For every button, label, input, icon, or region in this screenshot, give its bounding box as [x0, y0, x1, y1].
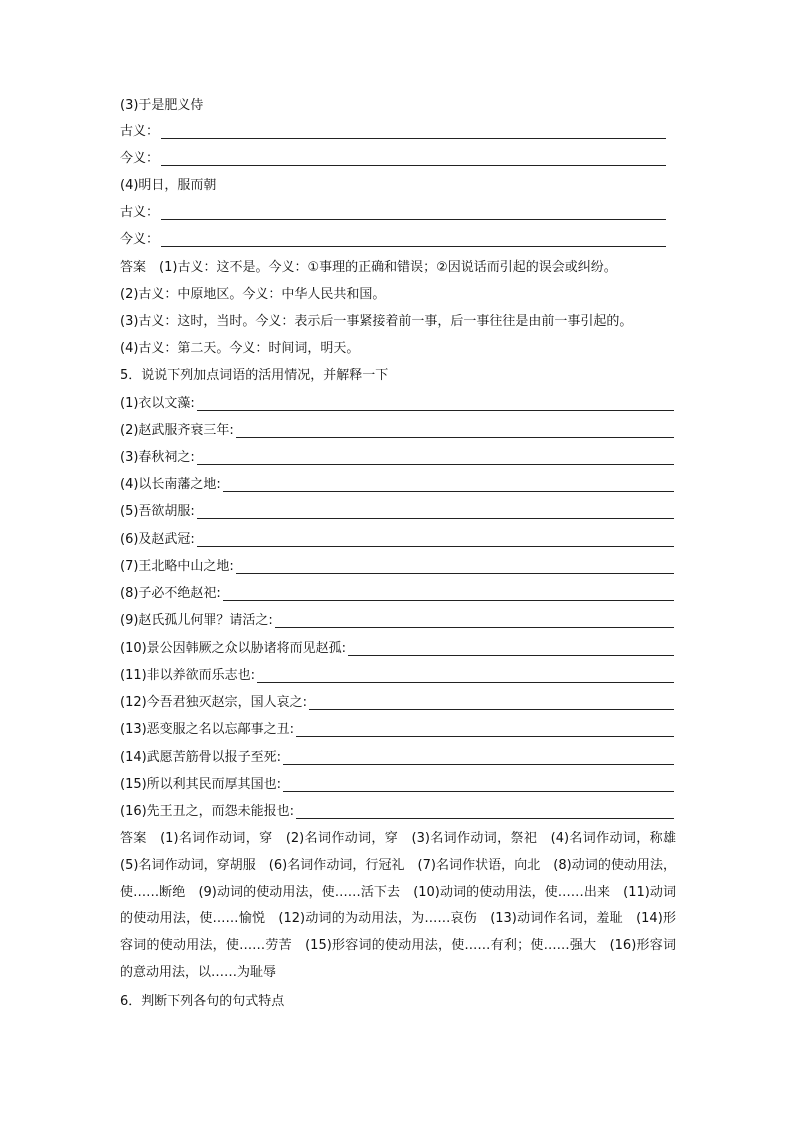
answer-lead: 答案: [120, 831, 147, 846]
item-prompt: (4)以长南藩之地:: [120, 477, 221, 492]
answer-blank[interactable]: [197, 450, 674, 465]
exercise-item: [120, 421, 674, 441]
section-5-title: 5．说说下列加点词语的活用情况，并解释一下: [120, 368, 389, 383]
answer-blank[interactable]: [348, 641, 674, 656]
exercise-item: [120, 720, 674, 740]
item-prompt: (16)先王丑之，而怨未能报也:: [120, 804, 295, 819]
item-prompt: (7)王北略中山之地:: [120, 559, 234, 574]
answer-text: (1)古义：这不是。今义：①事理的正确和错误；②因说话而引起的误会或纠纷。: [159, 260, 617, 275]
q4-4-gu-row: [120, 203, 666, 223]
answer-blank[interactable]: [257, 668, 674, 683]
answer-blank[interactable]: [236, 423, 674, 438]
exercise-item: [120, 394, 674, 414]
exercise-item: [120, 666, 674, 686]
answer-blank[interactable]: [309, 695, 674, 710]
item-prompt: (15)所以利其民而厚其国也:: [120, 777, 282, 792]
answer-4-line-4: (4)古义：第二天。今义：时间词，明天。: [120, 341, 360, 356]
item-prompt: (5)吾欲胡服:: [120, 504, 195, 519]
exercise-item: [120, 448, 674, 468]
item-prompt: (12)今吾君独灭赵宗，国人哀之:: [120, 695, 308, 710]
exercise-item: [120, 748, 674, 768]
question-4-3-label: (3)于是肥义侍: [120, 98, 204, 113]
section-6-title: 6．判断下列各句的句式特点: [120, 994, 285, 1009]
item-prompt: (10)景公因韩厥之众以胁诸将而见赵孤:: [120, 641, 347, 656]
answer-blank[interactable]: [161, 124, 666, 139]
item-prompt: (11)非以养欲而乐志也:: [120, 668, 256, 683]
exercise-item: [120, 502, 674, 522]
answer-5-block: [120, 826, 689, 987]
answer-blank[interactable]: [283, 750, 674, 765]
q4-3-jin-row: [120, 149, 666, 169]
question-4-4-label: (4)明日，服而朝: [120, 178, 217, 193]
exercise-item: [120, 530, 674, 550]
item-prompt: (1)衣以文藻:: [120, 396, 195, 411]
answer-blank[interactable]: [223, 586, 674, 601]
jin-label: 今义：: [120, 232, 160, 247]
answer-blank[interactable]: [275, 613, 674, 628]
answer-blank[interactable]: [197, 532, 674, 547]
exercise-item: [120, 475, 674, 495]
item-prompt: (2)赵武服齐衰三年:: [120, 423, 234, 438]
answer-blank[interactable]: [161, 232, 666, 247]
item-prompt: (8)子必不绝赵祀:: [120, 586, 221, 601]
answer-blank[interactable]: [161, 151, 666, 166]
answer-blank[interactable]: [223, 477, 674, 492]
answer-lead: 答案: [120, 260, 147, 275]
answer-blank[interactable]: [296, 804, 674, 819]
exercise-item: [120, 584, 674, 604]
answer-blank[interactable]: [161, 205, 666, 220]
answer-blank[interactable]: [236, 559, 674, 574]
exercise-item: [120, 557, 674, 577]
exercise-item: [120, 802, 674, 822]
exercise-item: [120, 775, 674, 795]
item-prompt: (3)春秋祠之:: [120, 450, 195, 465]
item-prompt: (6)及赵武冠:: [120, 532, 195, 547]
gu-label: 古义：: [120, 124, 160, 139]
answer-text: (1)名词作动词，穿 (2)名词作动词，穿 (3)名词作动词，祭祀 (4)名词作动词，称雄 (5)名词作动词，穿胡服 (6)名词作动词，行冠礼 (7)名词作状语，向北 (8)动词的使动用法，使……断绝 (9)动词的使动用法，使……活下去 (10)动词的使动用法，使……出来 (11)动词的使动用法，使……愉悦 (12)动词的为动用法，为……哀伤 (13)动词作名词，羞耻 (14)形容词的使动用法，使……劳苦 (15)形容词的使动用法，使……有利；使……强大 (16)形容词的意动用法，以……为耻辱: [120, 831, 689, 980]
item-prompt: (9)赵氏孤儿何罪？请活之:: [120, 613, 273, 628]
exercise-item: [120, 639, 674, 659]
answer-blank[interactable]: [296, 722, 674, 737]
answer-4-line-1: [120, 258, 617, 278]
q4-3-gu-row: [120, 122, 666, 142]
answer-4-line-3: (3)古义：这时，当时。今义：表示后一事紧接着前一事，后一事往往是由前一事引起的。: [120, 314, 633, 329]
gu-label: 古义：: [120, 205, 160, 220]
answer-blank[interactable]: [197, 396, 674, 411]
q4-4-jin-row: [120, 230, 666, 250]
exercise-item: [120, 611, 674, 631]
item-prompt: (14)武愿苦筋骨以报子至死:: [120, 750, 282, 765]
exercise-item: [120, 693, 674, 713]
item-prompt: (13)恶变服之名以忘鄗事之丑:: [120, 722, 295, 737]
jin-label: 今义：: [120, 151, 160, 166]
answer-blank[interactable]: [197, 504, 674, 519]
answer-blank[interactable]: [283, 777, 674, 792]
answer-4-line-2: (2)古义：中原地区。今义：中华人民共和国。: [120, 287, 386, 302]
